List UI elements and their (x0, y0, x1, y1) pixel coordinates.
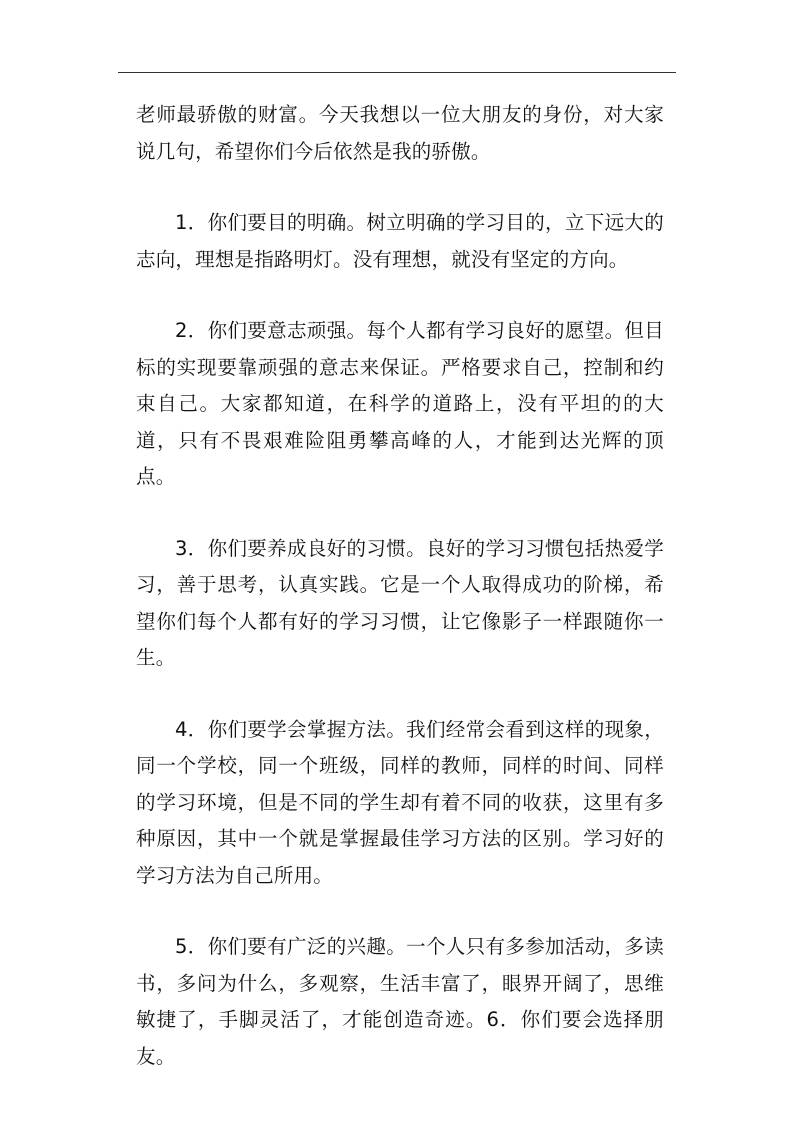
document-body (136, 97, 664, 1075)
paragraph-gap (136, 496, 664, 531)
paragraph-gap (136, 677, 664, 712)
paragraph-gap (136, 894, 664, 929)
paragraph-point-1: 1．你们要目的明确。树立明确的学习目的，立下远大的志向，理想是指路明灯。没有理想，就没有坚定的方向。 (136, 211, 664, 271)
paragraph-gap (136, 170, 664, 205)
paragraph-point-3: 3．你们要养成良好的习惯。良好的学习习惯包括热爱学习，善于思考，认真实践。它是一个人取得成功的阶梯，希望你们每个人都有好的学习习惯，让它像影子一样跟随你一生。 (136, 536, 664, 669)
paragraph-point-2: 2．你们要意志顽强。每个人都有学习良好的愿望。但目标的实现要靠顽强的意志来保证。严格要求自己，控制和约束自己。大家都知道，在科学的道路上，没有平坦的的大道，只有不畏艰难险阻勇攀高峰的人，才能到达光辉的顶点。 (136, 319, 664, 488)
paragraph-point-5: 5．你们要有广泛的兴趣。一个人只有多参加活动，多读书，多问为什么，多观察，生活丰富了，眼界开阔了，思维敏捷了，手脚灵活了，才能创造奇迹。6．你们要会选择朋友。 (136, 935, 664, 1068)
paragraph-intro: 老师最骄傲的财富。今天我想以一位大朋友的身份，对大家说几句，希望你们今后依然是我的骄傲。 (136, 103, 664, 163)
header-rule (118, 72, 676, 73)
paragraph-point-4: 4．你们要学会掌握方法。我们经常会看到这样的现象，同一个学校，同一个班级，同样的教师，同样的时间、同样的学习环境，但是不同的学生却有着不同的收获，这里有多种原因，其中一个就是掌握最佳学习方法的区别。学习好的学习方法为自己所用。 (136, 717, 664, 887)
paragraph-gap (136, 278, 664, 313)
